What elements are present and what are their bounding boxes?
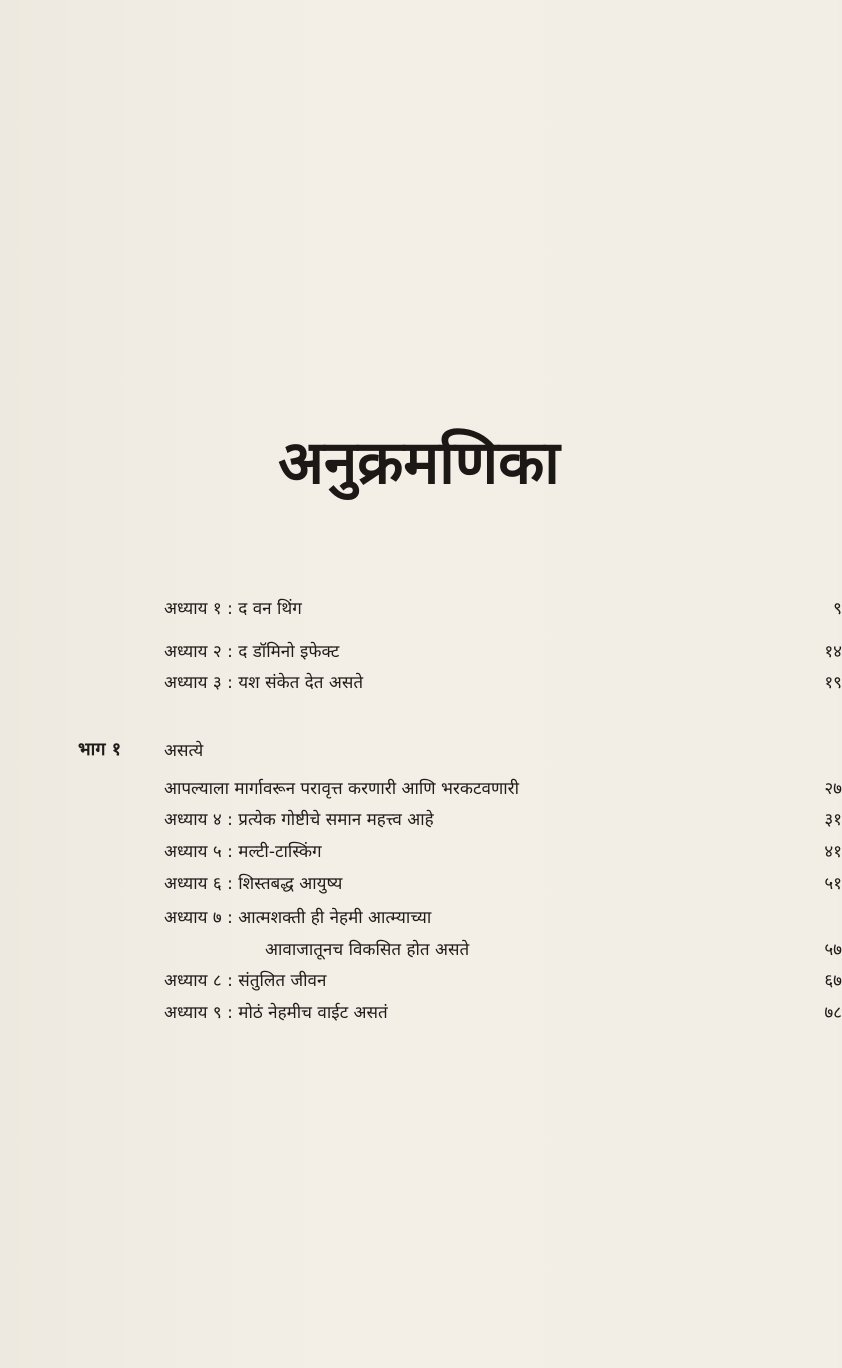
toc-entry-label: अध्याय ८ : संतुलित जीवन: [164, 971, 327, 991]
toc-entry-label: अध्याय ७ : आत्मशक्ती ही नेहमी आत्म्याच्या: [164, 908, 432, 928]
toc-entry-page: ६७: [824, 971, 842, 991]
toc-entry-chapter-7: [164, 903, 674, 933]
toc-entry-chapter-9: [164, 998, 842, 1028]
toc-entry-label: अध्याय २ : द डॉमिनो इफेक्ट: [164, 642, 340, 662]
toc-entry-chapter-3: [164, 668, 842, 698]
toc-entry-label: आपल्याला मार्गावरून परावृत्त करणारी आणि भरकटवणारी: [164, 779, 520, 799]
toc-entry-page: ५१: [824, 874, 842, 894]
part-title: असत्ये: [164, 741, 204, 761]
toc-entry-label: अध्याय ६ : शिस्तबद्ध आयुष्य: [164, 874, 343, 894]
toc-entry-page: १४: [824, 642, 842, 662]
toc-entry-page: ७८: [824, 1003, 842, 1023]
page-title: अनुक्रमणिका: [278, 428, 560, 498]
toc-entry-label: अध्याय ४ : प्रत्येक गोष्टीचे समान महत्त्व आहे: [164, 810, 434, 830]
toc-entry-page: १९: [824, 673, 842, 693]
toc-entry-label: अध्याय ३ : यश संकेत देत असते: [164, 673, 364, 693]
toc-entry-label: अध्याय ५ : मल्टी-टास्किंग: [164, 842, 322, 862]
toc-entry-chapter-6: [164, 869, 842, 899]
toc-entry-chapter-2: [164, 637, 842, 667]
part-label: भाग १: [78, 739, 122, 760]
toc-entry-page: ५७: [824, 940, 842, 960]
toc-entry-page: २७: [824, 779, 842, 799]
toc-entry-page: ९: [833, 599, 842, 619]
toc-entry-label: अध्याय १ : द वन थिंग: [164, 599, 302, 619]
toc-entry-chapter-7-continued: [265, 935, 842, 965]
toc-entry-label: अध्याय ९ : मोठं नेहमीच वाईट असतं: [164, 1003, 388, 1023]
toc-entry-chapter-8: [164, 966, 842, 996]
toc-entry-page: ३१: [824, 810, 842, 830]
toc-entry-part-intro: [164, 774, 842, 804]
toc-entry-label: आवाजातूनच विकसित होत असते: [265, 940, 470, 960]
toc-entry-chapter-1: [164, 594, 842, 624]
toc-entry-page: ४१: [824, 842, 842, 862]
toc-entry-chapter-5: [164, 837, 842, 867]
toc-entry-chapter-4: [164, 805, 842, 835]
